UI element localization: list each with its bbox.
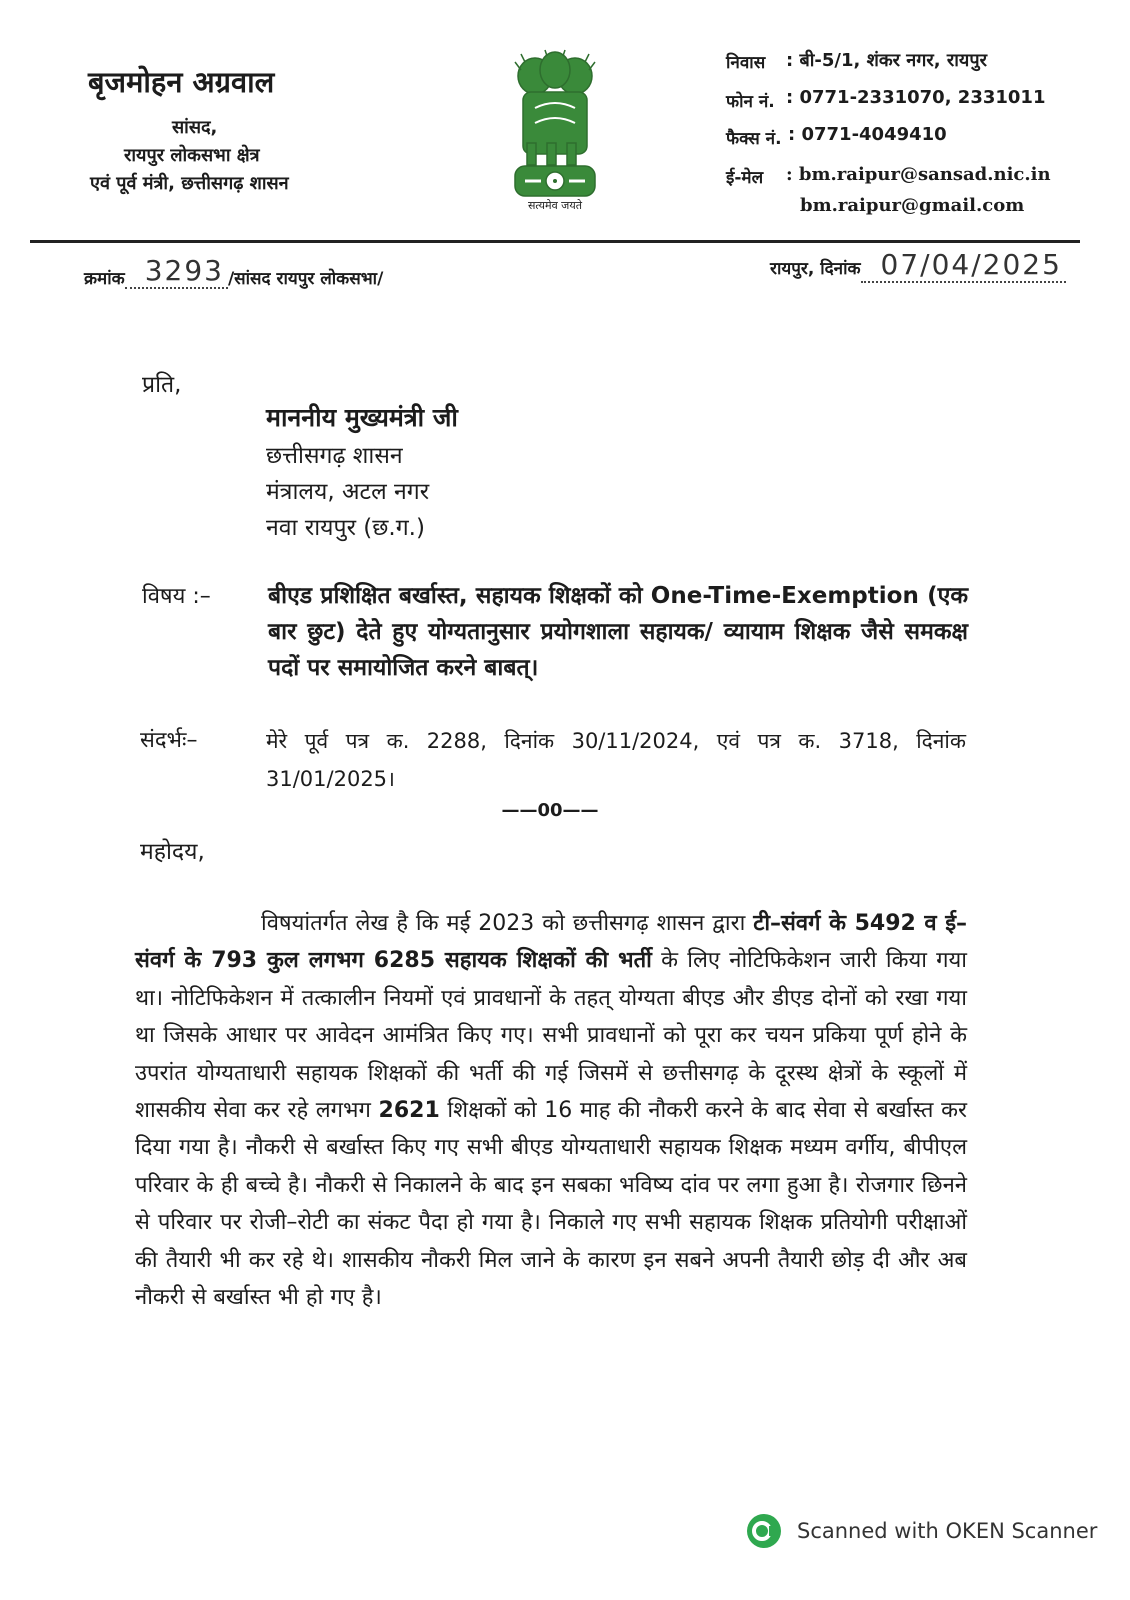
addressee-title: माननीय मुख्यमंत्री जी xyxy=(266,403,458,432)
ashoka-emblem-icon xyxy=(505,48,605,216)
residence-value: : बी-5/1, शंकर नगर, रायपुर xyxy=(786,50,987,71)
body-text-3: शिक्षकों को 16 माह की नौकरी करने के बाद सेवा से बर्खास्त कर दिया गया है। नौकरी से बर्खास्त किए गए सभी बीएड योग्यताधारी सहायक शिक्षक मध्यम वर्गीय, बीपीएल परिवार के ही बच्चे है। नौकरी से निकालने के बाद इन सबका भविष्य दांव पर लगा हुआ है। रोजगार छिनने से परिवार पर रोजी–रोटी का संकट पैदा हो गया है। निकाले गए सभी सहायक शिक्षक प्रतियोगी परीक्षाओं की तैयारी भी कर रहे थे। शासकीय नौकरी मिल जाने के कारण इन सबने अपनी तैयारी छोड़ दी और अब नौकरी से बर्खास्त भी हो गए है। xyxy=(135,1098,967,1311)
date-label: रायपुर, दिनांक xyxy=(770,259,861,279)
body-text-1: विषयांतर्गत लेख है कि मई 2023 को छत्तीसगढ़ शासन द्वारा xyxy=(261,911,754,936)
addressee-line-2: मंत्रालय, अटल नगर xyxy=(266,479,430,505)
references-text: मेरे पूर्व पत्र क. 2288, दिनांक 30/11/2024, एवं पत्र क. 3718, दिनांक 31/01/2025। xyxy=(266,729,966,791)
body-paragraph xyxy=(135,905,967,1316)
residence-label: निवास xyxy=(726,53,766,73)
addressee-line-1: छत्तीसगढ़ शासन xyxy=(266,443,403,469)
reference-number-value: 3293 xyxy=(125,254,228,289)
body-text-2: के लिए नोटिफिकेशन जारी किया गया था। नोटिफिकेशन में तत्कालीन नियमों एवं प्रावधानों के तहत् योग्यता बीएड और डीएड दोनों को रखा गया था जिसके आधार पर आवेदन आमंत्रित किए गए। सभी प्रावधानों को पूरा कर चयन प्रकिया पूर्ण होने के उपरांत योग्यताधारी सहायक शिक्षकों की भर्ती की गई जिसमें से छत्तीसगढ़ के दूरस्थ क्षेत्रों के स्कूलों में शासकीय सेवा कर रहे लगभग xyxy=(135,948,968,1124)
body-bold-2: 2621 xyxy=(378,1098,440,1124)
sender-constituency: रायपुर लोकसभा क्षेत्र xyxy=(124,145,260,166)
letterhead-divider xyxy=(30,240,1080,243)
references-label: संदर्भः– xyxy=(140,728,198,753)
sender-designation: सांसद, xyxy=(172,117,218,138)
scanner-watermark-text: Scanned with OKEN Scanner xyxy=(797,1519,1098,1543)
emblem-motto: सत्यमेव जयते xyxy=(527,199,582,212)
fax-value: : 0771-4049410 xyxy=(788,124,947,145)
addressee-to: प्रति, xyxy=(142,372,182,398)
reference-number-suffix: /सांसद रायपुर लोकसभा/ xyxy=(227,269,384,289)
email-label: ई-मेल xyxy=(726,168,764,188)
body-bold-1: टी–संवर्ग के 5492 व ई–संवर्ग के 793 कुल लगभग 6285 सहायक शिक्षकों की भर्ती xyxy=(135,911,968,974)
fax-label: फैक्स नं. xyxy=(726,129,782,149)
addressee-line-3: नवा रायपुर (छ.ग.) xyxy=(266,515,425,541)
salutation: महोदय, xyxy=(140,839,205,865)
date-line xyxy=(770,248,1066,283)
reference-number-label: क्रमांक xyxy=(84,269,125,289)
phone-label: फोन नं. xyxy=(726,92,775,112)
email-primary: : bm.raipur@sansad.nic.in xyxy=(786,164,1051,185)
date-value: 07/04/2025 xyxy=(861,248,1066,283)
subject-text: बीएड प्रशिक्षित बर्खास्त, सहायक शिक्षकों को One-Time-Exemption (एक बार छुट) देते हुए योग्यतानुसार प्रयोगशाला सहायक/ व्यायाम शिक्षक जैसे समकक्ष पदों पर समायोजित करने बाबत्। xyxy=(268,583,968,681)
sender-former-post: एवं पूर्व मंत्री, छत्तीसगढ़ शासन xyxy=(90,173,289,194)
reference-number-line xyxy=(84,254,383,289)
phone-value: : 0771-2331070, 2331011 xyxy=(786,87,1046,108)
oken-scanner-logo-icon xyxy=(745,1512,783,1550)
sender-name: बृजमोहन अग्रवाल xyxy=(88,65,275,99)
scanner-watermark xyxy=(745,1512,1097,1550)
section-separator: ——00—— xyxy=(501,800,599,821)
email-secondary: bm.raipur@gmail.com xyxy=(800,195,1025,216)
subject-label: विषय :– xyxy=(142,584,211,609)
national-emblem xyxy=(505,48,605,216)
